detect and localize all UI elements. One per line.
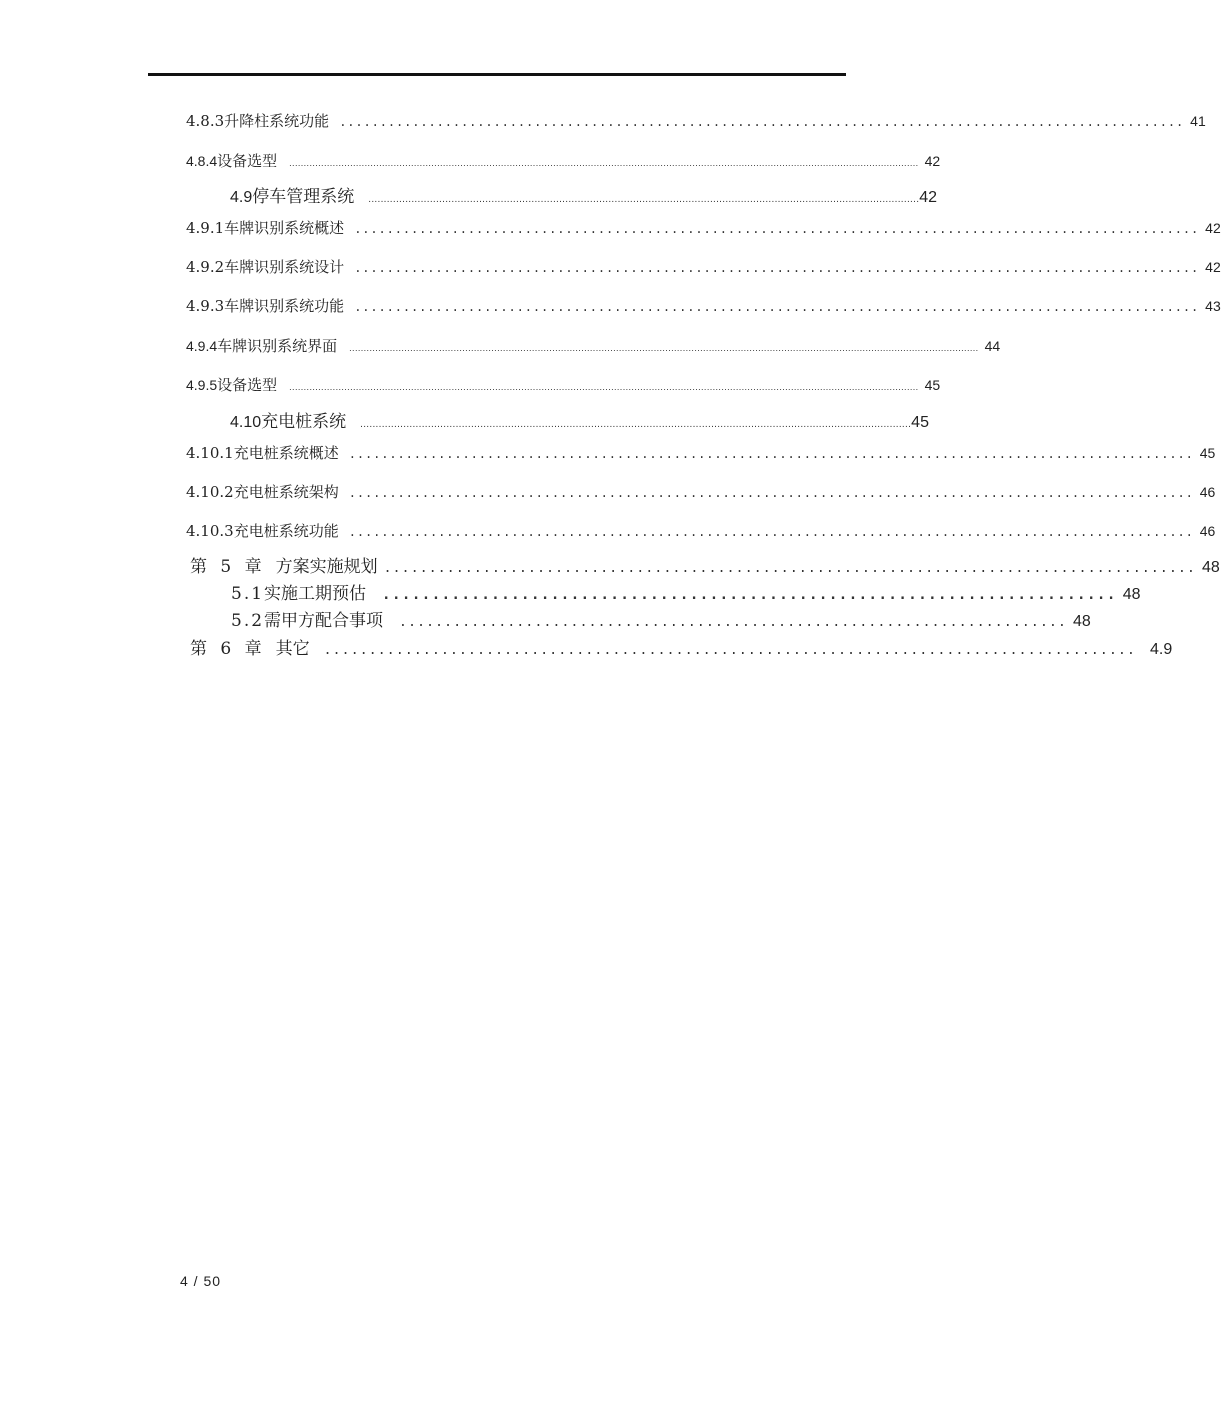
toc-entry-number: 4.9.3	[186, 297, 225, 315]
toc-entry-title: 设备选型	[217, 152, 278, 170]
toc-entry-page: 41	[1190, 113, 1206, 129]
toc-entry-title: 充电桩系统功能	[233, 522, 339, 540]
toc-entry-title: 充电桩系统概述	[233, 444, 339, 462]
toc-entry-4-8-4[interactable]	[186, 149, 941, 173]
dot-leader: ........................................................................................................	[354, 300, 1200, 314]
toc-entry-title: 设备选型	[217, 376, 278, 394]
dot-leader: ..........................................................................	[399, 615, 1068, 630]
dot-leader: ...................................................................................................................................................................................	[360, 419, 912, 430]
toc-entry-page: 46	[1199, 523, 1216, 539]
toc-entry-number: 4.10	[230, 414, 262, 431]
toc-entry-number: 第 6 章	[190, 639, 266, 659]
toc-entry-title: 实施工期预估	[264, 584, 367, 604]
toc-entry-4-10-2[interactable]	[186, 480, 1216, 504]
toc-entry-number: 4.9.2	[186, 258, 225, 276]
toc-entry-title: 车牌识别系统设计	[224, 258, 345, 276]
toc-entry-page: 43	[1205, 298, 1221, 314]
dot-leader: ........................................................................................................	[348, 486, 1194, 500]
toc-entry-title: 车牌识别系统功能	[224, 297, 345, 315]
toc-entry-4-9-2[interactable]	[186, 255, 1221, 279]
dot-leader: ..........................................................................................	[383, 561, 1197, 576]
toc-entry-chapter-5[interactable]	[190, 555, 1220, 579]
toc-entry-page: 48	[1073, 613, 1091, 630]
toc-entry-page: 42	[1205, 220, 1221, 236]
toc-entry-4-10-3[interactable]	[186, 519, 1216, 543]
toc-entry-number: 4.9.4	[186, 338, 218, 354]
dot-leader: ........................................................................................................	[348, 525, 1194, 539]
toc-entry-page: 42	[919, 189, 938, 206]
toc-entry-page: 45	[911, 414, 929, 431]
toc-entry-page: 48	[1202, 559, 1220, 576]
toc-entry-4-9-5[interactable]	[186, 373, 941, 397]
toc-entry-title: 升降柱系统功能	[224, 112, 330, 130]
toc-entry-number: 4.10.3	[186, 522, 234, 540]
toc-entry-number: 4.8.3	[186, 112, 225, 130]
toc-entry-title: 方案实施规划	[275, 557, 378, 577]
toc-entry-page: 45	[1199, 445, 1216, 461]
toc-entry-page: 42	[924, 153, 941, 169]
toc-entry-page: 48	[1122, 586, 1141, 603]
toc-entry-5-1[interactable]	[231, 582, 1141, 606]
toc-entry-4-9[interactable]	[230, 185, 938, 209]
toc-entry-4-9-4[interactable]	[186, 334, 1001, 358]
dot-leader: ...................................................................................................................................................................................	[368, 194, 920, 205]
toc-entry-title: 停车管理系统	[252, 187, 355, 207]
toc-entry-title: 其它	[275, 639, 310, 659]
toc-entry-title: 需甲方配合事项	[264, 611, 384, 631]
dot-leader: ........................................................................................................	[354, 261, 1200, 275]
dot-leader: .........................................................................................................................................................................................................................	[289, 158, 919, 168]
toc-entry-title: 充电桩系统架构	[233, 483, 339, 501]
toc-entry-page: 46	[1199, 484, 1216, 500]
toc-entry-page: 42	[1205, 259, 1221, 275]
toc-entry-4-10-1[interactable]	[186, 441, 1216, 465]
toc-entry-page: 45	[924, 377, 941, 393]
dot-leader: ........................................................................................................	[354, 222, 1200, 236]
toc-entry-title: 车牌识别系统概述	[224, 219, 345, 237]
toc-entry-number: 第 5 章	[190, 557, 266, 577]
toc-entry-number: 4.9.5	[186, 377, 218, 393]
dot-leader: ..........................................................................................	[323, 643, 1137, 658]
toc-entry-5-2[interactable]	[231, 609, 1091, 633]
dot-leader: ........................................................................................................	[348, 447, 1194, 461]
toc-entry-title: 充电桩系统	[261, 412, 347, 432]
toc-entry-number: 5.1	[231, 584, 265, 604]
toc-entry-4-9-1[interactable]	[186, 216, 1221, 240]
toc-entry-page: 44	[984, 338, 1001, 354]
toc-entry-number: 5.2	[231, 611, 265, 631]
toc-entry-number: 4.10.2	[186, 483, 234, 501]
toc-entry-page: 4.9	[1150, 641, 1173, 658]
toc-entry-number: 4.10.1	[186, 444, 234, 462]
dot-leader: .........................................................................................................................................................................................................................	[289, 382, 919, 392]
toc-entry-4-9-3[interactable]	[186, 294, 1221, 318]
toc-entry-4-8-3[interactable]	[186, 109, 1206, 133]
toc-entry-number: 4.9.1	[186, 219, 225, 237]
toc-entry-chapter-6[interactable]	[190, 637, 1173, 661]
dot-leader: ........................................................................................................	[339, 115, 1185, 129]
toc-entry-title: 车牌识别系统界面	[217, 337, 338, 355]
toc-entry-number: 4.9	[230, 189, 253, 206]
toc-entry-number: 4.8.4	[186, 153, 218, 169]
table-of-contents	[0, 0, 1221, 700]
dot-leader: .........................................................................................................................................................................................................................	[349, 343, 979, 353]
toc-entry-4-10[interactable]	[230, 410, 929, 434]
dot-leader: ..........................................................................	[382, 587, 1117, 603]
page-number: 4 / 50	[180, 1273, 222, 1289]
